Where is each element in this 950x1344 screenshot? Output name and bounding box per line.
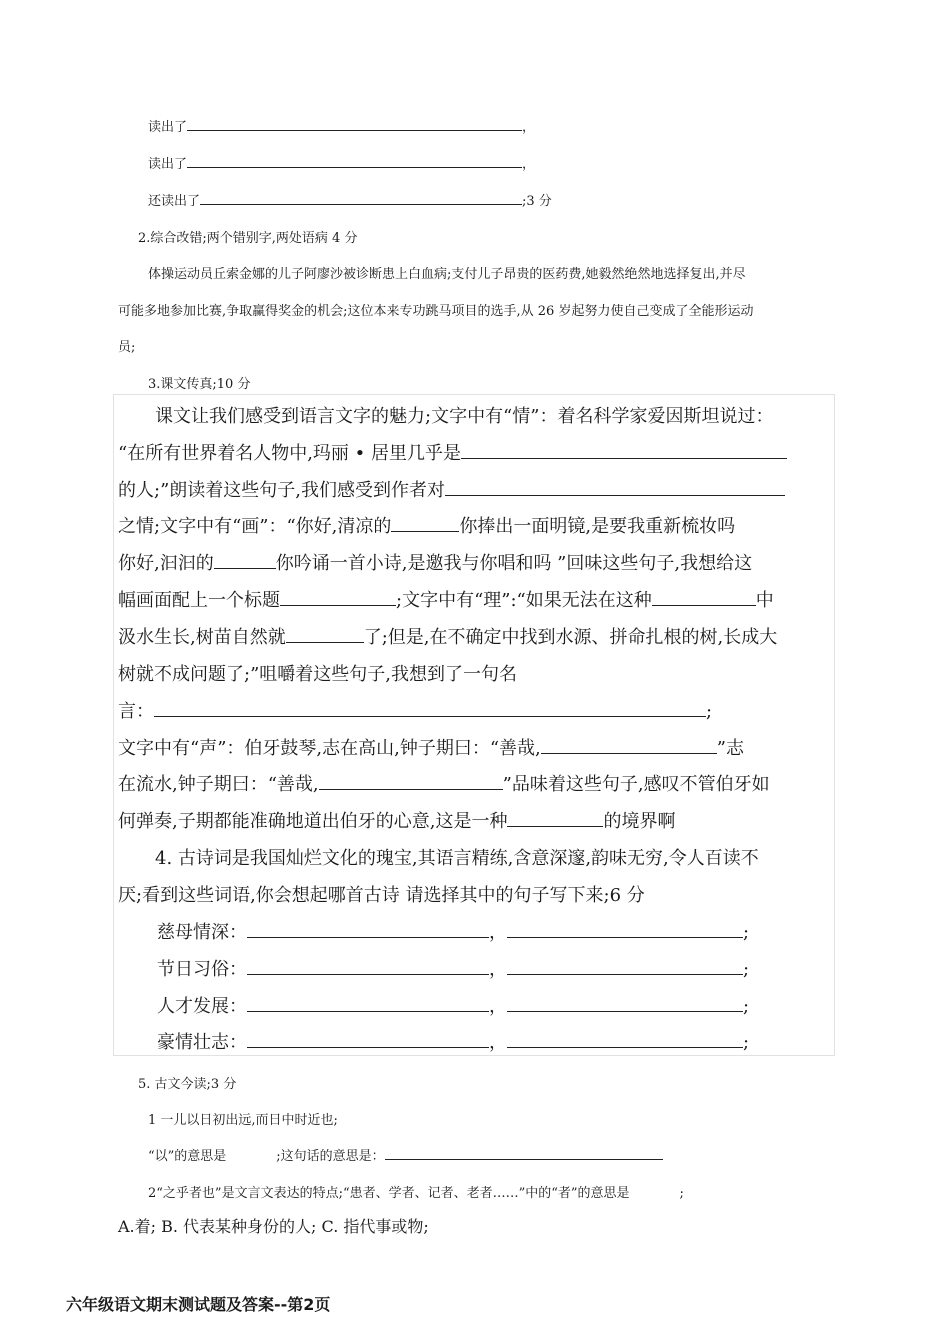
blank[interactable] [507, 1029, 743, 1048]
q4-line-2: 厌;看到这些词语,你会想起哪首古诗 请选择其中的句子写下来;6 分 [118, 885, 645, 906]
q3-line-8: 树就不成问题了;”咀嚼着这些句子,我想到了一句名 [118, 664, 517, 685]
q5-sentence: 1 一儿以日初出远,而日中时近也; [148, 1113, 338, 1128]
q3-line-2: “在所有世界着名人物中,玛丽 • 居里几乎是 [118, 439, 787, 465]
q5-title: 5. 古文今读;3 分 [138, 1077, 237, 1092]
blank[interactable] [652, 587, 756, 606]
answer-line-3: 还读出了 ;3 分 [148, 190, 552, 209]
blank[interactable] [154, 698, 706, 717]
q3-line-6: 幅画面配上一个标题 ;文字中有“理”:“如果无法在这种 中 [118, 586, 774, 612]
q3-line-12: 何弹奏,子期都能准确地道出伯牙的心意,这是一种 的境界啊 [118, 807, 675, 833]
q3-line-7: 汲水生长,树苗自然就 了;但是,在不确定中找到水源、拼命扎根的树,长成大 [118, 623, 777, 649]
blank[interactable] [247, 1029, 489, 1048]
blank[interactable] [541, 735, 717, 754]
blank[interactable] [507, 993, 743, 1012]
q4-item-1: 慈母情深： ， ; [157, 918, 749, 944]
blank[interactable] [507, 956, 743, 975]
q3-line-9: 言： ; [118, 697, 712, 723]
answer-line-1: 读出了 ， [148, 116, 535, 135]
q3-line-1: 课文让我们感受到语言文字的魅力;文字中有“情”：着名科学家爱因斯坦说过： [155, 406, 774, 427]
q4-item-2: 节日习俗： ， ; [157, 955, 749, 981]
q5-options: A.着; B. 代表某种身份的人; C. 指代事或物; [118, 1217, 429, 1236]
q2-paragraph-line-2: 可能多地参加比赛,争取赢得奖金的机会;这位本来专功跳马项目的选手,从 26 岁起努力使自己变成了全能形运动 [118, 304, 754, 319]
blank[interactable] [187, 153, 522, 168]
q2-paragraph-line-1: 体操运动员丘索金娜的儿子阿廖沙被诊断患上白血病;支付儿子昂贵的医药费,她毅然绝然地选择复出,并尽 [148, 267, 746, 282]
answer-line-2: 读出了 ， [148, 153, 535, 172]
blank[interactable] [247, 993, 489, 1012]
page-footer: 六年级语文期末测试题及答案--第2页 [66, 1295, 331, 1314]
blank[interactable] [445, 477, 785, 496]
blank[interactable] [507, 919, 743, 938]
q5-sub-2: 2“之乎者也”是文言文表达的特点;“患者、学者、记者、老者……”中的“者”的意思是 ; [148, 1186, 684, 1201]
blank[interactable] [200, 190, 522, 205]
blank[interactable] [247, 956, 489, 975]
blank[interactable] [214, 550, 276, 569]
blank[interactable] [461, 440, 787, 459]
blank[interactable] [286, 624, 364, 643]
blank[interactable] [391, 513, 459, 532]
q4-item-3: 人才发展： ， ; [157, 992, 749, 1018]
q5-sub-1: “以”的意思是 ;这句话的意思是： [148, 1145, 663, 1164]
q3-title: 3.课文传真;10 分 [148, 377, 251, 392]
q3-line-10: 文字中有“声”：伯牙鼓琴,志在高山,钟子期曰：“善哉, ”志 [118, 734, 744, 760]
blank[interactable] [247, 919, 489, 938]
blank[interactable] [507, 808, 603, 827]
q3-line-11: 在流水,钟子期曰：“善哉, ”品味着这些句子,感叹不管伯牙如 [118, 770, 770, 796]
q2-title: 2.综合改错;两个错别字,两处语病 4 分 [138, 231, 358, 246]
blank[interactable] [319, 771, 503, 790]
blank[interactable] [187, 116, 522, 131]
q2-paragraph-line-3: 员; [118, 340, 136, 355]
q3-line-4: 之情;文字中有“画”：“你好,清凉的 你捧出一面明镜,是要我重新梳妆吗 [118, 512, 735, 538]
q4-item-4: 豪情壮志： ， ; [157, 1028, 749, 1054]
q4-line-1: 4. 古诗词是我国灿烂文化的瑰宝,其语言精练,含意深邃,韵味无穷,令人百读不 [155, 848, 759, 869]
blank[interactable] [280, 587, 396, 606]
q3-line-3: 的人;”朗读着这些句子,我们感受到作者对 [118, 476, 785, 502]
q3-line-5: 你好,汩汩的 你吟诵一首小诗,是邀我与你唱和吗 ”回味这些句子,我想给这 [118, 549, 752, 575]
blank[interactable] [385, 1145, 663, 1160]
